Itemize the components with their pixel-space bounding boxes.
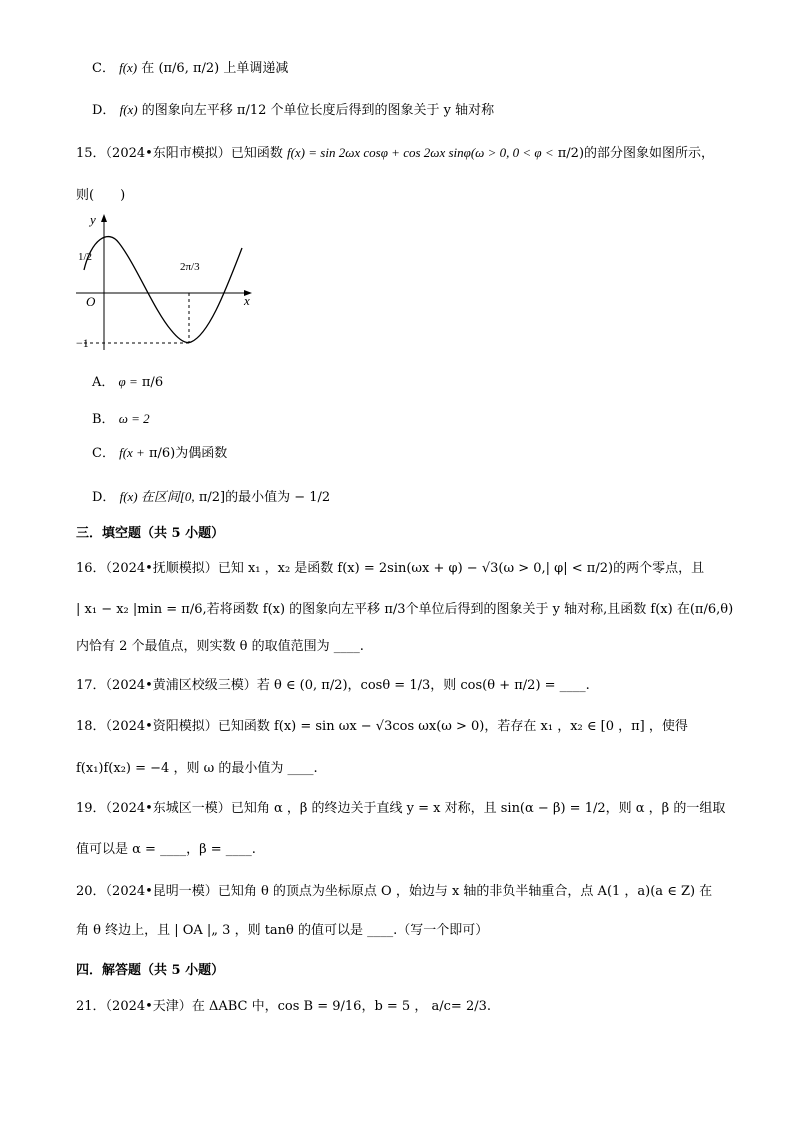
question-number: 18． [76, 719, 106, 734]
q15-option-a [92, 372, 163, 393]
fraction: π/6 [148, 446, 171, 461]
text: 在 [141, 61, 155, 76]
question-number: 17． [76, 678, 106, 693]
formula: f(x) = sin 2ωx cosφ + cos 2ωx sinφ(ω > 0, 0 < φ < [286, 145, 554, 160]
q19-line1 [76, 799, 725, 819]
fraction: π/6 [181, 602, 203, 617]
text: f(x + [119, 445, 145, 460]
text: 已知角 θ 的顶点为坐标原点 O ，始边与 x 轴的非负半轴重合，点 A(1 ，a)(a ∈ Z) 在 [217, 884, 713, 899]
origin-label: O [86, 294, 96, 309]
option-label: C． [92, 61, 115, 76]
x-axis-label: x [244, 293, 250, 308]
question-number: 16． [76, 561, 106, 576]
question-source: （2024•东城区一模） [105, 801, 231, 816]
text: ，b = 5 ， [361, 999, 428, 1014]
interval: (π/6, π/2) [158, 61, 220, 76]
text: | x₁ − x₂ |min = [76, 602, 178, 617]
question-number: 20． [76, 884, 106, 899]
sine-graph [76, 210, 266, 360]
question-source: （2024•抚顺模拟） [105, 561, 218, 576]
text: ω = 2 [118, 411, 150, 426]
text: ]的最小值为 − [220, 490, 306, 505]
fraction: a/c [431, 999, 451, 1014]
sine-curve [84, 237, 242, 343]
q15-option-b [92, 409, 150, 430]
fraction: 1/2 [584, 801, 606, 816]
option-label: D． [92, 103, 116, 118]
q15-stem-line2: 则( ) [76, 188, 126, 203]
fraction: π/6 [141, 375, 164, 390]
text: ,若将函数 f(x) 的图象向左平移 [202, 602, 381, 617]
option-label: A． [92, 375, 115, 390]
question-number: 21． [76, 999, 106, 1014]
text: )的部分图象如图所示， [578, 146, 715, 161]
y-tick-minus-one: −1 [76, 336, 89, 350]
function-name: f(x) [119, 60, 138, 75]
text: )，cosθ = [342, 678, 406, 693]
fraction: 1/2 [309, 490, 331, 505]
text: )的两个零点，且 [608, 561, 705, 576]
y-axis-arrow [101, 214, 107, 222]
option-label: C． [92, 446, 115, 461]
option-label: D． [92, 490, 116, 505]
text: ) = ____. [535, 678, 590, 693]
text: 已知函数 f(x) = sin ωx − √3cos ωx(ω > 0)，若存在 x₁ ，x₂ ∈ [0 ，π] ，使得 [217, 719, 688, 734]
q16-line3: 内恰有 2 个最值点，则实数 θ 的取值范围为 ____. [76, 639, 364, 654]
question-source: （2024•天津） [105, 999, 192, 1014]
text: 在 ΔABC 中，cos B = [191, 999, 329, 1014]
text: 上单调递减 [223, 61, 289, 76]
text: f(x) 在区间[0, [119, 489, 195, 504]
q14-option-d [92, 100, 494, 121]
text: ，则 cos(θ + [430, 678, 511, 693]
section-heading: 三．填空题（共 5 小题） [76, 526, 225, 541]
q20-line1 [76, 882, 712, 902]
text: 已知角 α ，β 的终边关于直线 y = x 对称，且 sin(α − β) = [230, 801, 581, 816]
q16-line1 [76, 559, 704, 579]
fraction: π/2 [586, 561, 608, 576]
text: = [450, 999, 462, 1014]
text: φ = [118, 374, 138, 389]
function-name: f(x) [119, 102, 138, 117]
x-tick-two-pi-third: 2π/3 [180, 261, 200, 273]
q15-option-d [92, 487, 330, 508]
fraction: π/2 [514, 678, 536, 693]
question-source: （2024•东阳市模拟） [105, 146, 231, 161]
q21 [76, 997, 491, 1017]
text: 个单位后得到的图象关于 y 轴对称,且函数 f(x) 在( [405, 602, 695, 617]
fraction: 2/3 [465, 999, 487, 1014]
q15-stem [76, 143, 714, 164]
question-source: （2024•昆明一模） [105, 884, 218, 899]
q16-line2 [76, 600, 733, 620]
question-number: 19． [76, 801, 106, 816]
fraction: π/12 [236, 103, 267, 118]
q17 [76, 676, 590, 696]
text: 个单位长度后得到的图象关于 y 轴对称 [270, 103, 495, 118]
q14-option-c [92, 58, 288, 79]
text: ,θ) [716, 602, 734, 617]
text: 若 θ ∈ (0, [256, 678, 318, 693]
y-tick-half: 1/2 [78, 251, 93, 263]
q19-line2: 值可以是 α = ____，β = ____. [76, 842, 256, 857]
y-axis-label: y [90, 212, 96, 227]
q15-option-c [92, 443, 227, 464]
text: )为偶函数 [170, 446, 228, 461]
text: . [486, 999, 491, 1014]
text: ，则 α ，β 的一组取 [605, 801, 726, 816]
question-source: （2024•资阳模拟） [105, 719, 218, 734]
q20-line2: 角 θ 终边上，且 | OA |„ 3 ，则 tanθ 的值可以是 ____.（写一个即可） [76, 923, 489, 938]
question-source: （2024•黄浦区校级三模） [105, 678, 257, 693]
fraction: 1/3 [409, 678, 431, 693]
question-number: 15． [76, 146, 106, 161]
text: 的图象向左平移 [141, 103, 233, 118]
section-heading: 四．解答题（共 5 小题） [76, 963, 225, 978]
text: 已知 x₁ ，x₂ 是函数 f(x) = 2sin(ωx + φ) − √3(ω > 0,| φ| < [217, 561, 583, 576]
fraction: π/6 [694, 602, 717, 617]
fraction: π/3 [384, 602, 406, 617]
fraction: π/2 [198, 490, 221, 505]
fraction: π/2 [321, 678, 343, 693]
fraction: 9/16 [332, 999, 362, 1014]
q18-line1 [76, 717, 688, 737]
fraction: π/2 [557, 146, 579, 161]
option-label: B． [92, 412, 115, 427]
text: 已知函数 [230, 146, 283, 161]
q18-line2: f(x₁)f(x₂) = −4 ，则 ω 的最小值为 ____. [76, 761, 318, 776]
